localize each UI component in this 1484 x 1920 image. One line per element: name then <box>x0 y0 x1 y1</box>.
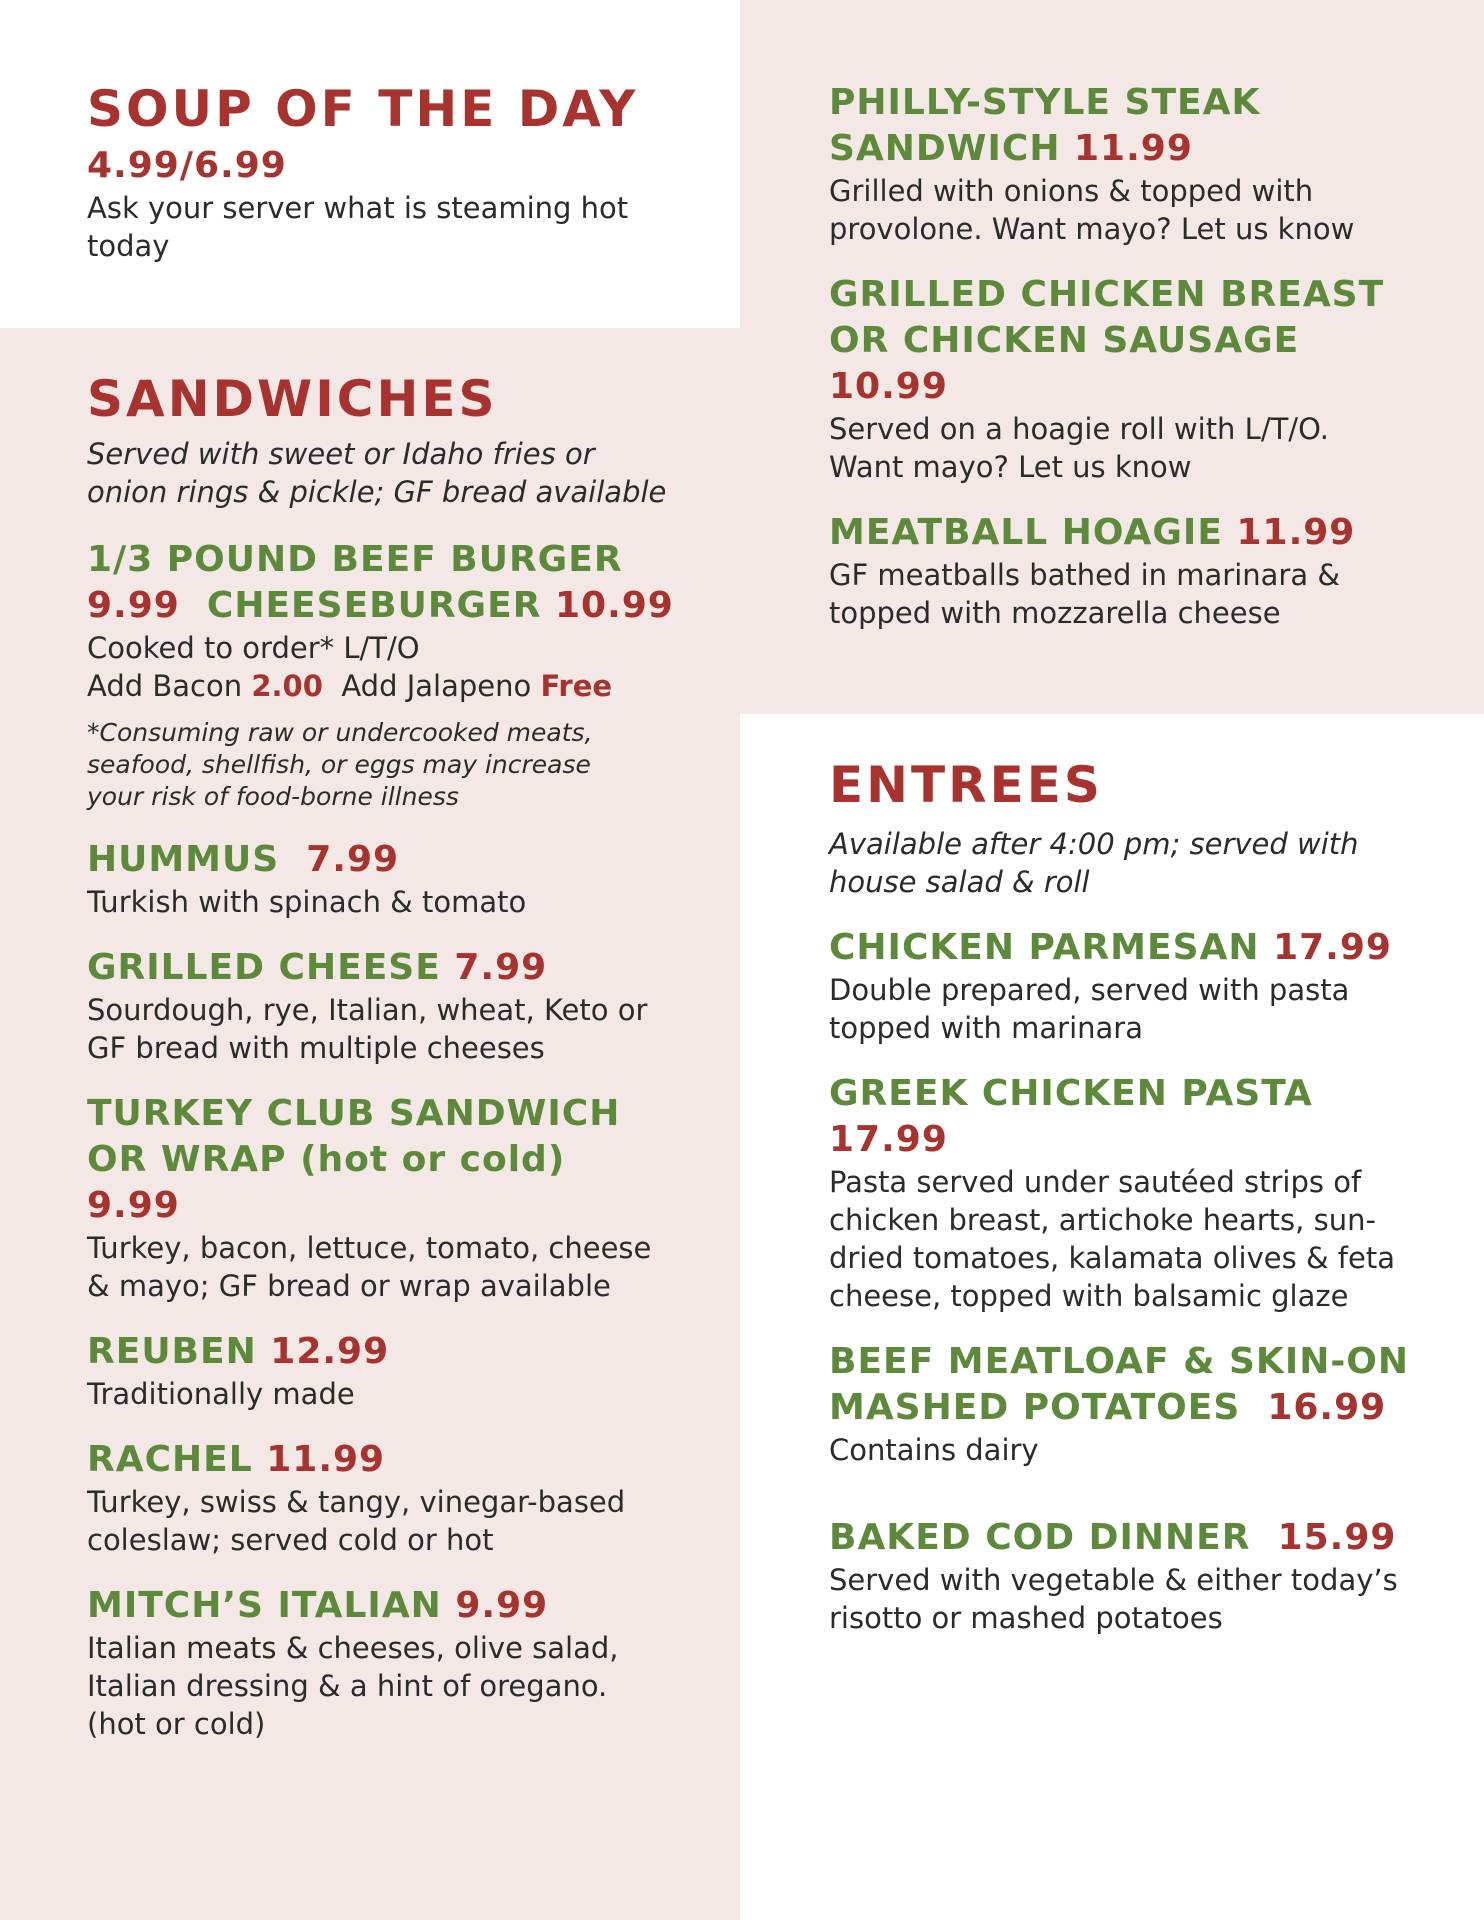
philly-price: 11.99 <box>1074 128 1193 169</box>
addon-jalapeno-label: Add Jalapeno <box>341 669 532 703</box>
grilled-cheese-price: 7.99 <box>454 947 548 988</box>
soup-price: 4.99/6.99 <box>87 145 287 186</box>
menu-item-meatball-hoagie <box>829 510 1439 632</box>
grilled-chicken-price: 10.99 <box>829 366 948 407</box>
mitchs-italian-name: MITCH’S ITALIAN <box>87 1585 442 1626</box>
menu-item-grilled-chicken <box>829 272 1439 486</box>
menu-item-grilled-cheese <box>87 945 687 1067</box>
grilled-cheese-name: GRILLED CHEESE <box>87 947 441 988</box>
reuben-name: REUBEN <box>87 1331 257 1372</box>
reuben-price: 12.99 <box>270 1331 390 1372</box>
entrees-intro: Available after 4:00 pm; served with house salad & roll <box>829 827 1359 899</box>
meatball-hoagie-description: GF meatballs bathed in marinara & topped with mozzarella cheese <box>829 558 1340 630</box>
grilled-cheese-description: Sourdough, rye, Italian, wheat, Keto or GF bread with multiple cheeses <box>87 993 648 1065</box>
greek-chicken-pasta-price: 17.99 <box>829 1119 948 1160</box>
cheeseburger-price: 10.99 <box>554 585 674 626</box>
rachel-name: RACHEL <box>87 1439 253 1480</box>
soup-description: Ask your server what is steaming hot today <box>87 191 629 263</box>
greek-chicken-pasta-description: Pasta served under sautéed strips of chicken breast, artichoke hearts, sun-dried tomatoes, kalamata olives & feta cheese, topped with balsamic glaze <box>829 1165 1395 1313</box>
sandwiches-title: SANDWICHES <box>87 370 498 428</box>
philly-name: PHILLY-STYLE STEAK SANDWICH <box>829 82 1261 169</box>
greek-chicken-pasta-name: GREEK CHICKEN PASTA <box>829 1073 1313 1114</box>
menu-item-baked-cod <box>829 1515 1439 1637</box>
menu-item-reuben <box>87 1329 687 1413</box>
raw-food-warning: *Consuming raw or undercooked meats, seafood, shellfish, or eggs may increase your risk of food-borne illness <box>87 718 593 811</box>
addon-bacon-label: Add Bacon <box>87 669 243 703</box>
reuben-description: Traditionally made <box>87 1377 355 1411</box>
rachel-description: Turkey, swiss & tangy, vinegar-based coleslaw; served cold or hot <box>87 1485 626 1557</box>
burger-price: 9.99 <box>87 585 180 626</box>
menu-item-beef-meatloaf <box>829 1339 1439 1469</box>
meatball-hoagie-price: 11.99 <box>1236 512 1356 553</box>
hummus-description: Turkish with spinach & tomato <box>87 885 527 919</box>
menu-item-burger <box>87 537 687 813</box>
rachel-price: 11.99 <box>266 1439 386 1480</box>
burger-addons <box>87 667 687 705</box>
menu-item-rachel <box>87 1437 687 1559</box>
menu-item-hummus <box>87 837 687 921</box>
grilled-chicken-description: Served on a hoagie roll with L/T/O. Want mayo? Let us know <box>829 412 1329 484</box>
burger-title <box>87 537 687 629</box>
entrees-title: ENTREES <box>829 756 1103 814</box>
baked-cod-name: BAKED COD DINNER <box>829 1517 1251 1558</box>
baked-cod-description: Served with vegetable & either today’s risotto or mashed potatoes <box>829 1563 1398 1635</box>
sandwiches-section <box>87 372 687 1743</box>
menu-item-chicken-parmesan <box>829 925 1439 1047</box>
addon-jalapeno-price: Free <box>540 669 613 703</box>
sandwiches-intro: Served with sweet or Idaho fries or onion rings & pickle; GF bread available <box>87 437 667 509</box>
turkey-club-price: 9.99 <box>87 1185 180 1226</box>
hummus-price: 7.99 <box>306 839 400 880</box>
beef-meatloaf-price: 16.99 <box>1267 1387 1387 1428</box>
baked-cod-price: 15.99 <box>1277 1517 1397 1558</box>
philly-description: Grilled with onions & topped with provolone. Want mayo? Let us know <box>829 174 1355 246</box>
chicken-parmesan-name: CHICKEN PARMESAN <box>829 927 1260 968</box>
soup-section <box>87 82 687 265</box>
menu-item-philly <box>829 80 1439 248</box>
menu-item-turkey-club <box>87 1091 687 1305</box>
addon-bacon-price: 2.00 <box>251 669 323 703</box>
grilled-chicken-name: GRILLED CHICKEN BREAST OR CHICKEN SAUSAGE <box>829 274 1385 361</box>
cheeseburger-name: CHEESEBURGER <box>206 585 542 626</box>
beef-meatloaf-description: Contains dairy <box>829 1433 1039 1467</box>
sandwiches-continued <box>829 80 1439 632</box>
chicken-parmesan-price: 17.99 <box>1273 927 1392 968</box>
mitchs-italian-price: 9.99 <box>455 1585 549 1626</box>
turkey-club-description: Turkey, bacon, lettuce, tomato, cheese & mayo; GF bread or wrap available <box>87 1231 652 1303</box>
burger-name: 1/3 POUND BEEF BURGER <box>87 539 623 580</box>
turkey-club-name: TURKEY CLUB SANDWICH OR WRAP (hot or cold) <box>87 1093 621 1180</box>
menu-item-greek-chicken-pasta <box>829 1071 1439 1315</box>
burger-description: Cooked to order* L/T/O <box>87 631 420 665</box>
beef-meatloaf-name: BEEF MEATLOAF & SKIN-ON MASHED POTATOES <box>829 1341 1410 1428</box>
chicken-parmesan-description: Double prepared, served with pasta topped with marinara <box>829 973 1350 1045</box>
meatball-hoagie-name: MEATBALL HOAGIE <box>829 512 1223 553</box>
hummus-name: HUMMUS <box>87 839 280 880</box>
mitchs-italian-description: Italian meats & cheeses, olive salad, Italian dressing & a hint of oregano. (hot or cold) <box>87 1631 619 1741</box>
menu-item-mitchs-italian <box>87 1583 687 1743</box>
soup-title: SOUP OF THE DAY <box>87 80 639 138</box>
entrees-section <box>829 758 1439 1637</box>
